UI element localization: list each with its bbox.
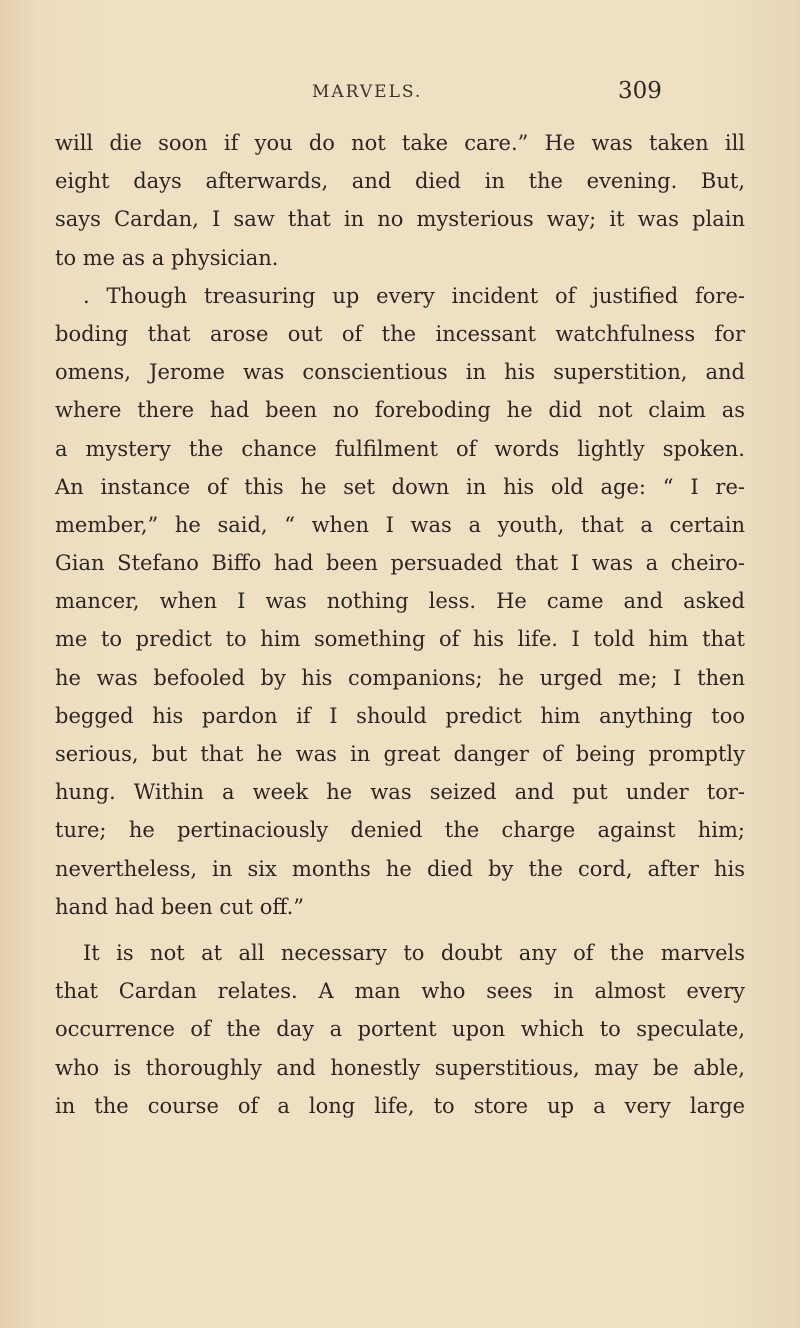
text-line: It is not at all necessary to doubt any of the marvels — [83, 940, 745, 965]
text-line: in the course of a long life, to store up a very large — [55, 1093, 745, 1118]
text-line: mancer, when I was nothing less. He came and asked — [55, 589, 745, 614]
text-line: begged his pardon if I should predict him anything too — [55, 703, 745, 728]
text-line: where there had been no foreboding he did not claim as — [55, 398, 745, 423]
text-line: An instance of this he set down in his old age: “ I re- — [55, 474, 745, 499]
text-line: says Cardan, I saw that in no mysterious way; it was plain — [55, 207, 745, 232]
text-line: a mystery the chance fulfilment of words lightly spoken. — [55, 436, 745, 461]
text-line: ture; he pertinaciously denied the charge against him; — [55, 818, 745, 843]
text-line: to me as a physician. — [55, 245, 279, 270]
text-line: nevertheless, in six months he died by the cord, after his — [55, 856, 745, 881]
text-line: he was befooled by his companions; he urged me; I then — [55, 665, 745, 690]
text-line: serious, but that he was in great danger of being promptly — [55, 742, 745, 766]
text-line: hand had been cut off.” — [55, 894, 304, 919]
text-line: me to predict to him something of his life. I told him that — [55, 627, 745, 652]
text-line: omens, Jerome was conscientious in his superstition, and — [55, 360, 745, 385]
text-line: hung. Within a week he was seized and put under tor- — [55, 780, 745, 805]
text-line: who is thoroughly and honestly superstitious, may be able, — [55, 1055, 745, 1080]
running-head: MARVELS. — [312, 82, 423, 102]
text-line: member,” he said, “ when I was a youth, that a certain — [55, 512, 745, 537]
text-line: boding that arose out of the incessant watchfulness for — [55, 321, 745, 346]
text-line: Gian Stefano Biffo had been persuaded that I was a cheiro- — [55, 551, 745, 576]
text-line: that Cardan relates. A man who sees in almost every — [55, 979, 745, 1004]
text-line: . Though treasuring up every incident of justified fore- — [83, 283, 745, 308]
text-line: occurrence of the day a portent upon which to speculate, — [55, 1017, 745, 1042]
text-line: will die soon if you do not take care.” He was taken ill — [55, 131, 745, 155]
body-text — [55, 124, 745, 1125]
text-line: eight days afterwards, and died in the evening. But, — [55, 169, 745, 194]
page-header — [0, 78, 800, 108]
page-number: 309 — [618, 78, 662, 104]
